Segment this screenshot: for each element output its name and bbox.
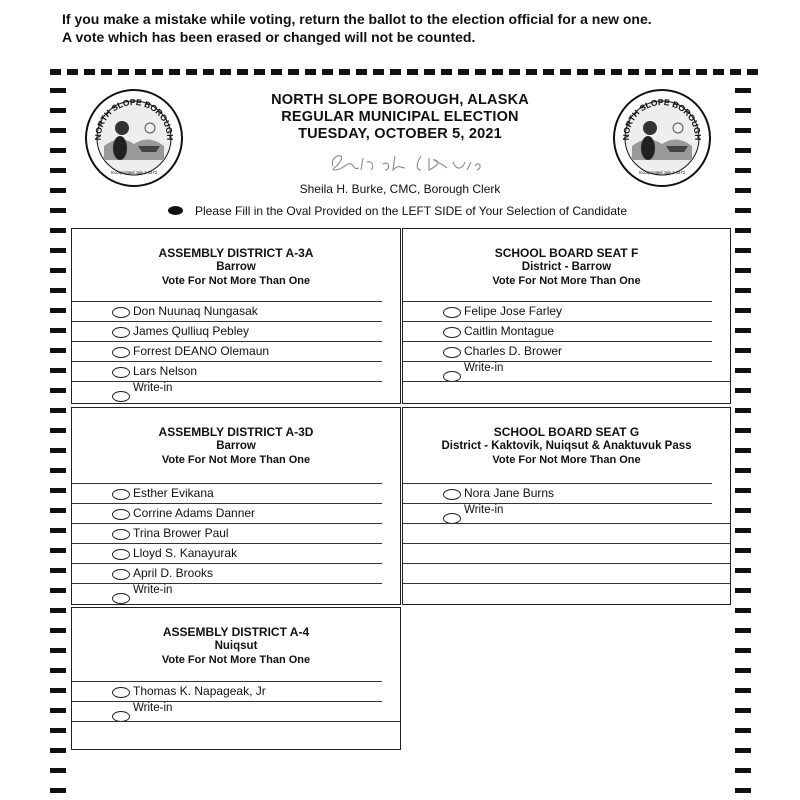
empty-row: [403, 543, 730, 563]
timing-mark: [50, 208, 66, 213]
timing-mark: [735, 728, 751, 733]
timing-mark: [50, 788, 66, 793]
timing-mark: [735, 188, 751, 193]
vote-oval[interactable]: [443, 489, 461, 500]
candidate-name: Thomas K. Napageak, Jr: [133, 684, 266, 698]
clerk-signature: [325, 148, 485, 176]
clerk-name: Sheila H. Burke, CMC, Borough Clerk: [299, 182, 501, 196]
timing-mark: [50, 608, 66, 613]
candidate-row: [403, 321, 712, 341]
contest-box: [71, 228, 401, 404]
timing-mark: [50, 148, 66, 153]
timing-mark: [735, 608, 751, 613]
candidate-list: [72, 301, 400, 401]
candidate-list: [403, 301, 730, 401]
timing-mark: [735, 628, 751, 633]
candidate-name: Corrine Adams Danner: [133, 506, 256, 520]
borough-name: NORTH SLOPE BOROUGH, ALASKA: [271, 92, 529, 108]
vote-limit-note: Vote For Not More Than One: [161, 454, 311, 466]
vote-oval[interactable]: [112, 569, 130, 580]
candidate-row: [72, 503, 382, 523]
candidate-name: April D. Brooks: [133, 566, 214, 580]
timing-mark: [735, 308, 751, 313]
filled-oval-icon: [168, 206, 183, 215]
write-in-label: Write-in: [133, 702, 173, 714]
timing-mark: [735, 228, 751, 233]
write-in-label: Write-in: [464, 504, 504, 516]
timing-mark: [50, 568, 66, 573]
candidate-row: [72, 543, 382, 563]
timing-mark: [50, 188, 66, 193]
borough-seal-left: [84, 88, 184, 188]
timing-mark: [735, 268, 751, 273]
timing-mark: [50, 528, 66, 533]
vote-oval[interactable]: [112, 327, 130, 338]
timing-mark: [50, 688, 66, 693]
timing-mark: [50, 628, 66, 633]
empty-row: [403, 523, 730, 543]
candidate-name: Caitlin Montague: [464, 324, 555, 338]
top-dashed-border: [50, 69, 760, 75]
vote-limit-note: Vote For Not More Than One: [161, 275, 311, 287]
vote-oval[interactable]: [112, 509, 130, 520]
candidate-name: Charles D. Brower: [464, 344, 563, 358]
contest-district: District - Barrow: [521, 261, 612, 273]
timing-mark: [735, 588, 751, 593]
empty-row: [72, 721, 400, 741]
candidate-name: Trina Brower Paul: [133, 526, 229, 540]
timing-mark: [50, 248, 66, 253]
timing-mark: [735, 388, 751, 393]
timing-mark: [50, 228, 66, 233]
timing-mark: [735, 448, 751, 453]
contest-box: [402, 228, 731, 404]
timing-mark: [735, 548, 751, 553]
notice-line-2: A vote which has been erased or changed will not be counted.: [62, 29, 476, 45]
seal-ring-text: NORTH SLOPE BOROUGH: [620, 96, 704, 141]
timing-mark: [50, 748, 66, 753]
contest-district: District - Kaktovik, Nuiqsut & Anaktuvuk Pass: [441, 440, 692, 452]
timing-mark: [50, 328, 66, 333]
contest-title: ASSEMBLY DISTRICT A-4: [162, 625, 310, 639]
candidate-row: [403, 341, 712, 361]
borough-seal-right: [612, 88, 712, 188]
vote-limit-note: Vote For Not More Than One: [161, 654, 311, 666]
vote-oval[interactable]: [112, 391, 130, 402]
timing-mark: [50, 768, 66, 773]
ballot-notice: [62, 10, 782, 46]
vote-oval[interactable]: [112, 307, 130, 318]
timing-mark: [735, 88, 751, 93]
timing-mark: [735, 168, 751, 173]
candidate-name: James Qulliuq Pebley: [133, 324, 250, 338]
empty-row: [403, 563, 730, 583]
contest-header: [72, 608, 400, 667]
contest-header: [403, 229, 730, 288]
candidate-row: [72, 681, 382, 701]
candidate-name: Don Nuunaq Nungasak: [133, 304, 258, 318]
timing-mark: [735, 528, 751, 533]
timing-mark: [50, 448, 66, 453]
write-in-row: [403, 503, 712, 523]
timing-mark: [50, 388, 66, 393]
contest-district: Barrow: [216, 261, 256, 273]
vote-oval[interactable]: [112, 367, 130, 378]
timing-mark: [735, 328, 751, 333]
timing-mark: [735, 568, 751, 573]
timing-mark: [735, 148, 751, 153]
timing-mark: [735, 768, 751, 773]
timing-mark: [50, 268, 66, 273]
timing-mark: [50, 468, 66, 473]
timing-mark: [735, 788, 751, 793]
timing-mark: [50, 308, 66, 313]
contest-box: [71, 407, 401, 605]
candidate-row: [72, 523, 382, 543]
candidate-list: [72, 681, 400, 741]
vote-oval[interactable]: [443, 307, 461, 318]
timing-mark: [50, 728, 66, 733]
vote-oval[interactable]: [112, 489, 130, 500]
timing-mark: [735, 208, 751, 213]
vote-oval[interactable]: [443, 347, 461, 358]
write-in-row: [72, 381, 382, 401]
contest-title: SCHOOL BOARD SEAT G: [493, 425, 640, 439]
timing-mark: [50, 588, 66, 593]
candidate-row: [403, 483, 712, 503]
timing-mark: [50, 128, 66, 133]
seal-incorporated-text: Incorporated July 2 1972: [110, 170, 158, 175]
empty-row: [403, 381, 730, 401]
vote-limit-note: Vote For Not More Than One: [492, 275, 641, 287]
timing-mark: [735, 668, 751, 673]
contest-header: [72, 408, 400, 467]
candidate-name: Nora Jane Burns: [464, 486, 555, 500]
contest-header: [403, 408, 730, 467]
timing-mark: [735, 368, 751, 373]
candidate-row: [403, 301, 712, 321]
timing-mark: [735, 108, 751, 113]
timing-mark: [735, 428, 751, 433]
seal-ring-text: NORTH SLOPE BOROUGH: [92, 96, 176, 141]
ballot-header: [220, 92, 580, 143]
write-in-label: Write-in: [133, 382, 173, 394]
timing-mark: [735, 508, 751, 513]
vote-oval[interactable]: [112, 347, 130, 358]
candidate-row: [72, 563, 382, 583]
timing-mark: [50, 428, 66, 433]
candidate-row: [72, 321, 382, 341]
timing-mark: [735, 408, 751, 413]
timing-mark: [735, 748, 751, 753]
contest-title: ASSEMBLY DISTRICT A-3A: [158, 246, 314, 260]
election-date: TUESDAY, OCTOBER 5, 2021: [298, 126, 502, 142]
timing-mark: [50, 348, 66, 353]
candidate-name: Lloyd S. Kanayurak: [133, 546, 238, 560]
timing-mark: [735, 468, 751, 473]
contest-district: Barrow: [216, 440, 256, 452]
contest-header: [72, 229, 400, 288]
timing-mark: [735, 488, 751, 493]
timing-mark: [735, 348, 751, 353]
candidate-name: Felipe Jose Farley: [464, 304, 563, 318]
fill-instruction: [168, 204, 728, 218]
vote-oval[interactable]: [112, 687, 130, 698]
contest-title: ASSEMBLY DISTRICT A-3D: [158, 425, 314, 439]
write-in-row: [72, 701, 382, 721]
timing-mark: [50, 288, 66, 293]
candidate-name: Esther Evikana: [133, 486, 214, 500]
timing-mark: [735, 248, 751, 253]
timing-mark: [50, 168, 66, 173]
contest-title: SCHOOL BOARD SEAT F: [494, 246, 639, 260]
timing-mark: [50, 548, 66, 553]
candidate-name: Forrest DEANO Olemaun: [133, 344, 270, 358]
fill-instruction-text: Please Fill in the Oval Provided on the LEFT SIDE of Your Selection of Candidate: [195, 204, 628, 218]
write-in-row: [72, 583, 382, 603]
timing-mark: [50, 648, 66, 653]
election-name: REGULAR MUNICIPAL ELECTION: [281, 109, 519, 125]
vote-oval[interactable]: [112, 529, 130, 540]
seal-incorporated-text: Incorporated July 2 1972: [638, 170, 686, 175]
vote-limit-note: Vote For Not More Than One: [492, 454, 641, 466]
timing-mark: [50, 408, 66, 413]
timing-mark: [735, 128, 751, 133]
vote-oval[interactable]: [112, 593, 130, 604]
candidate-row: [72, 341, 382, 361]
timing-mark: [50, 368, 66, 373]
notice-line-1: If you make a mistake while voting, return the ballot to the election official for a new one.: [62, 11, 652, 27]
timing-mark: [735, 648, 751, 653]
timing-mark: [735, 288, 751, 293]
contest-district: Nuiqsut: [214, 640, 258, 652]
write-in-label: Write-in: [133, 584, 173, 596]
contest-box: [402, 407, 731, 605]
timing-mark: [50, 108, 66, 113]
timing-mark: [50, 508, 66, 513]
candidate-row: [72, 301, 382, 321]
timing-mark: [735, 708, 751, 713]
candidate-list: [72, 483, 400, 603]
timing-mark: [50, 488, 66, 493]
contest-box: [71, 607, 401, 750]
candidate-list: [403, 483, 730, 603]
candidate-row: [72, 361, 382, 381]
candidate-row: [72, 483, 382, 503]
write-in-label: Write-in: [464, 362, 504, 374]
timing-mark: [735, 688, 751, 693]
timing-mark: [50, 708, 66, 713]
candidate-name: Lars Nelson: [133, 364, 198, 378]
timing-mark: [50, 668, 66, 673]
vote-oval[interactable]: [443, 327, 461, 338]
timing-mark: [50, 88, 66, 93]
empty-row: [403, 583, 730, 603]
write-in-row: [403, 361, 712, 381]
vote-oval[interactable]: [112, 549, 130, 560]
